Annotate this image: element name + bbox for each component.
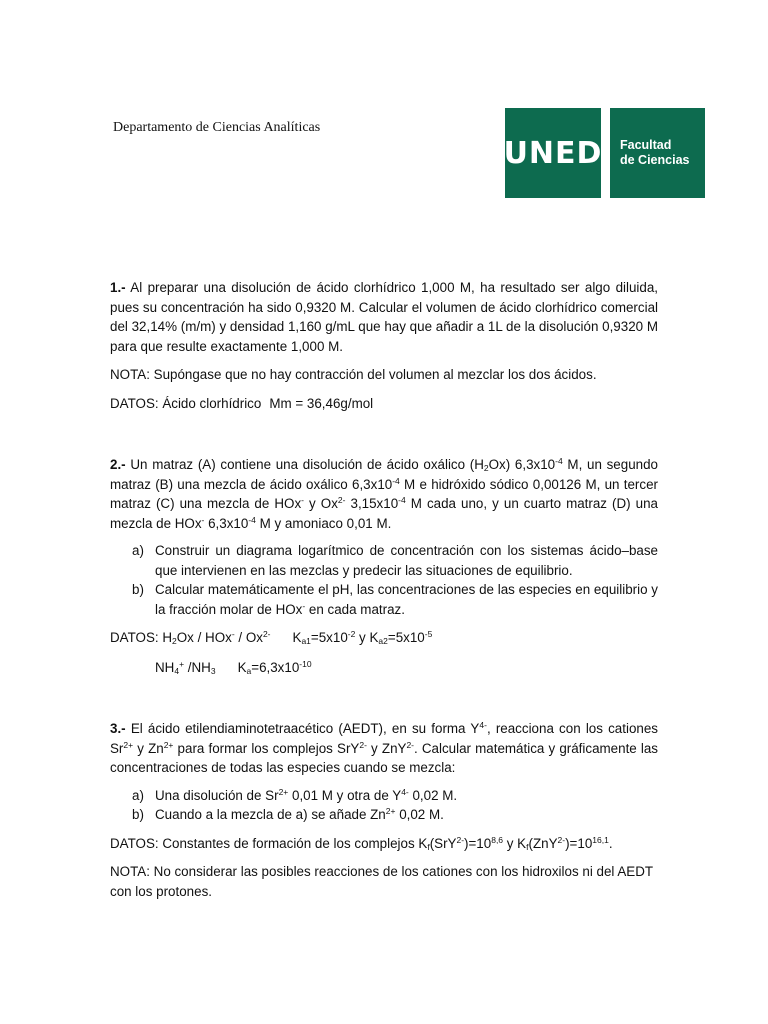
data-text: K	[237, 659, 247, 675]
data-text: /NH	[184, 659, 211, 675]
item-marker: b)	[132, 807, 144, 822]
p3-exponent: 2-	[406, 739, 415, 750]
problem-1-note: NOTA: Supóngase que no hay contracción del volumen al mezclar los dos ácidos.	[110, 367, 597, 382]
data-exponent: 16,1	[592, 834, 609, 845]
data-text: )=10	[464, 835, 492, 851]
problem-2	[110, 455, 658, 677]
p3-exponent: 2-	[359, 739, 367, 750]
problem-3-note: NOTA: No considerar las posibles reacciones de los cationes con los hidroxilos ni del AEDT con los protones.	[110, 864, 653, 899]
list-item	[110, 805, 658, 825]
logo-brand-text: UNED	[503, 135, 603, 171]
p2-exponent: -4	[392, 475, 400, 486]
item-text: 0,02 M.	[395, 807, 444, 822]
data-subscript: f	[427, 841, 430, 852]
item-text: 0,02 M.	[408, 787, 458, 803]
data-exponent: 2-	[557, 834, 566, 845]
logo-line2: de Ciencias	[620, 153, 690, 167]
problem-2-statement	[110, 455, 658, 533]
item-exponent: -	[302, 600, 306, 611]
p3-exponent: 4-	[479, 720, 487, 730]
data-text: y K	[355, 630, 379, 645]
item-exponent: 2+	[278, 786, 289, 797]
problem-3-data	[110, 834, 658, 854]
data-text: y K	[503, 835, 527, 851]
data-text: DATOS: H	[110, 630, 173, 645]
problem-1-text: Al preparar una disolución de ácido clorhídrico 1,000 M, ha resultado ser algo diluida, pues su concentración ha sido 0,9320 M. Calcular el volumen de ácido clorhídrico comercial del 32,14% (m/m) y densidad 1,160 g/mL que hay que añadir a 1L de la disolución 0,9320 M para que resulte exactamente 1,000 M.	[110, 280, 658, 354]
p2-text: 6,3x10	[204, 515, 249, 531]
p3-exponent: 2+	[163, 739, 174, 750]
p3-text: . Calcular matemática y gráficamente las concentraciones de todas las especies cuando se mezcla:	[110, 740, 658, 775]
exercise-content	[110, 278, 658, 901]
data-subscript: 3	[210, 665, 216, 676]
data-subscript: a	[246, 665, 252, 676]
faculty-logo	[610, 108, 705, 198]
p3-text: El ácido etilendiaminotetraacético (AEDT), en su forma Y	[130, 721, 480, 736]
data-text: DATOS: Constantes de formación de los complejos K	[110, 835, 428, 851]
p2-exponent: -4	[398, 495, 406, 505]
item-marker: b)	[132, 582, 144, 597]
p2-exponent: -	[201, 514, 205, 525]
item-text: Construir un diagrama logarítmico de concentración con los sistemas ácido–base que intervienen en las mezclas y predecir las situaciones de equilibrio.	[155, 543, 658, 578]
item-marker: a)	[132, 543, 144, 558]
data-exponent: -	[231, 629, 235, 639]
data-text: K	[292, 630, 302, 645]
data-label: DATOS: Ácido clorhídrico	[110, 395, 262, 411]
problem-1-statement	[110, 278, 658, 356]
data-text: (SrY	[429, 835, 457, 851]
data-text: / Ox	[234, 630, 263, 645]
data-exponent: 8,6	[491, 834, 504, 845]
data-text: =6,3x10	[251, 659, 300, 675]
p2-text: M cada uno, y un cuarto matraz (D) una mezcla de HOx	[110, 496, 659, 531]
data-text: (ZnY	[528, 835, 558, 851]
data-text: =5x10	[310, 630, 348, 645]
p2-text: M, un segundo matraz (B) una mezcla de ácido oxálico 6,3x10	[110, 457, 658, 492]
item-text: Cuando a la mezcla de a) se añade Zn	[155, 807, 386, 822]
problem-3-items	[110, 786, 658, 825]
problem-3-number: 3.-	[110, 721, 126, 736]
problem-2-items	[110, 541, 658, 619]
list-item	[110, 541, 658, 580]
list-item	[110, 786, 658, 806]
item-marker: a)	[132, 787, 144, 803]
item-exponent: 2+	[385, 806, 396, 816]
p2-text: M e hidróxido sódico 0,00126 M, un tercer matraz (C) una mezcla de HOx	[110, 476, 658, 511]
p2-text: Ox) 6,3x10	[488, 457, 556, 472]
list-item	[110, 580, 658, 619]
item-text: 0,01 M y otra de Y	[288, 787, 402, 803]
problem-1-number: 1.-	[110, 280, 126, 295]
p2-text: y Ox	[304, 496, 338, 511]
p2-exponent: 2-	[337, 495, 346, 505]
p3-text: , reacciona con los cationes Sr	[110, 721, 658, 756]
item-text: en cada matraz.	[305, 601, 405, 617]
problem-1-data	[110, 394, 658, 414]
data-text: =5x10	[387, 630, 425, 645]
data-subscript: a1	[301, 636, 311, 646]
problem-3-statement	[110, 719, 658, 778]
data-exponent: 2-	[456, 834, 465, 845]
p2-exponent: -4	[555, 456, 563, 466]
item-text: Calcular matemáticamente el pH, las concentraciones de las especies en equilibrio y la fracción molar de HOx	[155, 582, 658, 617]
problem-2-number: 2.-	[110, 457, 126, 472]
p3-text: y Zn	[133, 740, 164, 756]
data-text: .	[608, 835, 613, 851]
data-text: Ox / HOx	[176, 630, 232, 645]
problem-2-data-ammonium	[110, 658, 658, 678]
p2-exponent: -4	[248, 514, 256, 525]
p2-text: M y amoniaco 0,01 M.	[255, 515, 392, 531]
data-exponent: -2	[347, 629, 356, 639]
data-text: )=10	[565, 835, 593, 851]
item-exponent: 4-	[401, 786, 409, 797]
data-subscript: f	[526, 841, 529, 852]
logo-line1: Facultad	[620, 138, 672, 152]
data-subscript: 4	[174, 665, 180, 676]
problem-1	[110, 278, 658, 413]
item-text: Una disolución de Sr	[155, 787, 279, 803]
data-exponent: +	[179, 658, 185, 669]
data-exponent: -10	[299, 658, 312, 669]
department-heading: Departamento de Ciencias Analíticas	[113, 120, 321, 135]
p2-text: Un matraz (A) contiene una disolución de ácido oxálico (H	[130, 457, 484, 472]
problem-3	[110, 719, 658, 901]
data-subscript: a2	[378, 636, 388, 646]
data-subscript: 2	[172, 636, 177, 646]
p2-subscript: 2	[483, 463, 489, 473]
p3-text: y ZnY	[366, 740, 407, 756]
problem-2-data	[110, 628, 658, 648]
data-exponent: -5	[424, 629, 433, 639]
p3-exponent: 2+	[123, 739, 134, 750]
p2-exponent: -	[301, 495, 304, 505]
p3-text: para formar los complejos SrY	[173, 740, 360, 756]
uned-logo	[505, 108, 601, 198]
data-exponent: 2-	[262, 629, 271, 639]
molar-mass-value: Mm = 36,46g/mol	[269, 395, 374, 411]
data-text: NH	[155, 659, 175, 675]
p2-text: 3,15x10	[345, 496, 399, 511]
